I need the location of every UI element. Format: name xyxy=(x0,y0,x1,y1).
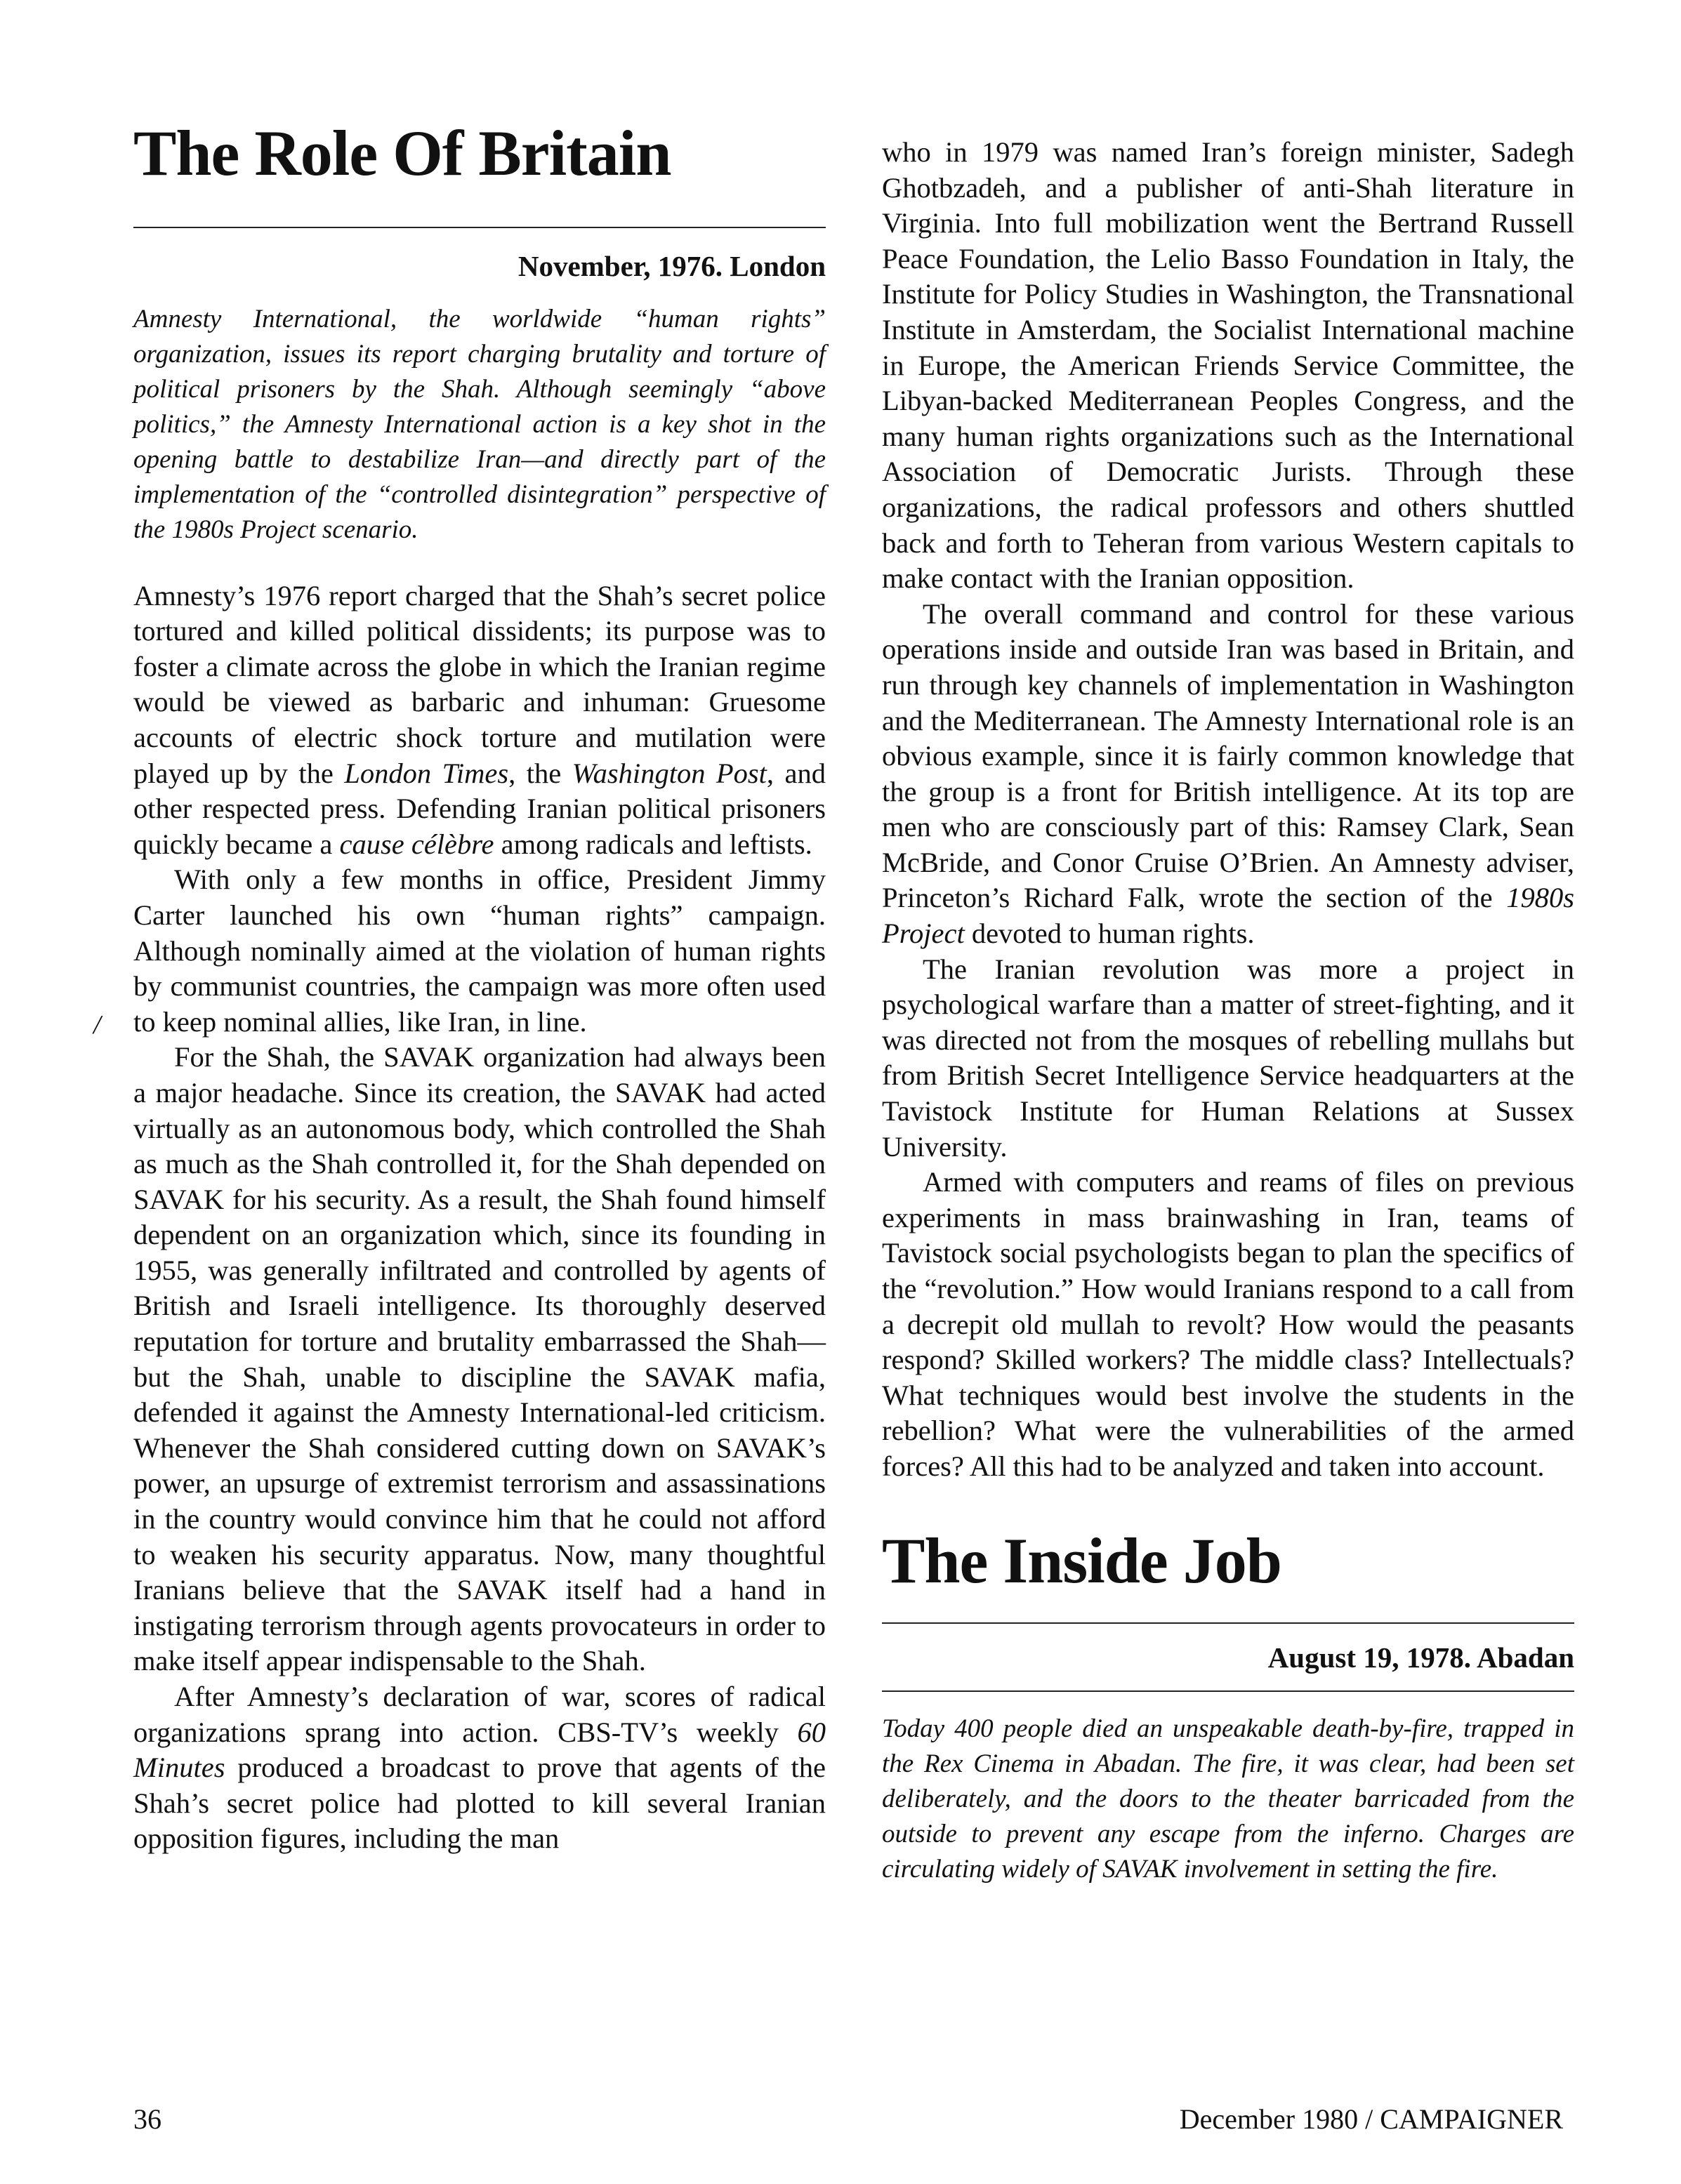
body-paragraph: The Iranian revolution was more a project in psychological warfare than a matter of street-fighting, and it was directed not from the mosques of rebelling mullahs but from British Secret Intelligence Service headquarters at the Tavistock Institute for Human Relations at Sussex University. xyxy=(882,953,1574,1163)
right-column xyxy=(882,135,1574,1887)
body-paragraph: Armed with computers and reams of files on previous experiments in mass brainwashing in Iran, teams of Tavistock social psychologists began to plan the specifics of the “revolution.” How would Iranians respond to a call from a decrepit old mullah to revolt? How would the peasants respond? Skilled workers? The middle class? Intellectuals? What techniques would best involve the students in the rebellion? What were the vulnerabilities of the armed forces? All this had to be analyzed and taken into account. xyxy=(882,1166,1574,1482)
body-paragraph: The overall command and control for these various operations inside and outside Iran was based in Britain, and run through key channels of implementation in Washington and the Mediterranean. The Amnesty International role is an obvious example, since it is fairly common knowledge that the group is a front for British intelligence. At its top are men who are consciously part of this: Ramsey Clark, Sean McBride, and Conor Cruise O’Brien. An Amnesty adviser, Princeton’s Richard Falk, wrote the section of the 1980s Project devoted to human rights. xyxy=(882,597,1574,950)
title-rule xyxy=(133,227,826,228)
publication-footer: December 1980 / CAMPAIGNER xyxy=(1179,2103,1563,2135)
article-title: The Inside Job xyxy=(882,1524,1281,1596)
body-paragraph-continued: who in 1979 was named Iran’s foreign minister, Sadegh Ghotbzadeh, and a publisher of anti-Shah literature in Virginia. Into full mobilization went the Bertrand Russell Peace Foundation, the Lelio Basso Foundation in Italy, the Institute for Policy Studies in Washington, the Transnational Institute in Amsterdam, the Socialist International machine in Europe, the American Friends Service Committee, the Libyan-backed Mediterranean Peoples Congress, and the many human rights organizations such as the International Association of Democratic Jurists. Through these organizations, the radical professors and others shuttled back and forth to Teheran from various Western capitals to make contact with the Iranian opposition. xyxy=(882,136,1574,595)
lead-paragraph: Amnesty International, the worldwide “human rights” organization, issues its report charging brutality and torture of political prisoners by the Shah. Although seemingly “above politics,” the Amnesty International action is a key shot in the opening battle to destabilize Iran—and directly part of the implementation of the “controlled disintegration” perspective of the 1980s Project scenario. xyxy=(133,304,826,544)
dateline-rule xyxy=(882,1690,1574,1692)
page-number: 36 xyxy=(133,2103,161,2135)
margin-mark: / xyxy=(93,1010,101,1040)
body-paragraph: After Amnesty’s declaration of war, scores of radical organizations sprang into action. CBS-TV’s weekly 60 Minutes produced a broadcast to prove that agents of the Shah’s secret police had plotted to kill several Iranian opposition figures, including the man xyxy=(133,1681,826,1855)
body-paragraph: With only a few months in office, President Jimmy Carter launched his own “human rights” campaign. Although nominally aimed at the violation of human rights by communist countries, the campaign was more often used to keep nominal allies, like Iran, in line. xyxy=(133,863,826,1038)
article-title: The Role Of Britain xyxy=(133,117,671,189)
lead-paragraph: Today 400 people died an unspeakable death-by-fire, trapped in the Rex Cinema in Abadan. The fire, it was clear, had been set deliberately, and the doors to the theater barricaded from the outside to prevent any escape from the inferno. Charges are circulating widely of SAVAK involvement in setting the fire. xyxy=(882,1714,1574,1884)
dateline: November, 1976. London xyxy=(518,249,826,282)
body-paragraph: Amnesty’s 1976 report charged that the Shah’s secret police tortured and killed political dissidents; its purpose was to foster a climate across the globe in which the Iranian regime would be viewed as barbaric and inhuman: Gruesome accounts of electric shock torture and mutilation were played up by the London Times, the Washington Post, and other respected press. Defending Iranian political prisoners quickly became a cause célèbre among radicals and leftists. xyxy=(133,579,826,860)
title-rule xyxy=(882,1622,1574,1624)
body-paragraph: For the Shah, the SAVAK organization had always been a major headache. Since its creation, the SAVAK had acted virtually as an autonomous body, which controlled the Shah as much as the Shah controlled it, for the Shah depended on SAVAK for his security. As a result, the Shah found himself dependent on an organization which, since its founding in 1955, was generally infiltrated and controlled by agents of British and Israeli intelligence. Its thoroughly deserved reputation for torture and brutality embarrassed the Shah—but the Shah, unable to discipline the SAVAK mafia, defended it against the Amnesty International-led criticism. Whenever the Shah considered cutting down on SAVAK’s power, an upsurge of extremist terrorism and assassinations in the country would convince him that he could not afford to weaken his security apparatus. Now, many thoughtful Iranians believe that the SAVAK itself had a hand in instigating terrorism through agents provocateurs in order to make itself appear indispensable to the Shah. xyxy=(133,1041,826,1677)
dateline: August 19, 1978. Abadan xyxy=(1267,1641,1574,1674)
left-column xyxy=(133,119,826,1857)
